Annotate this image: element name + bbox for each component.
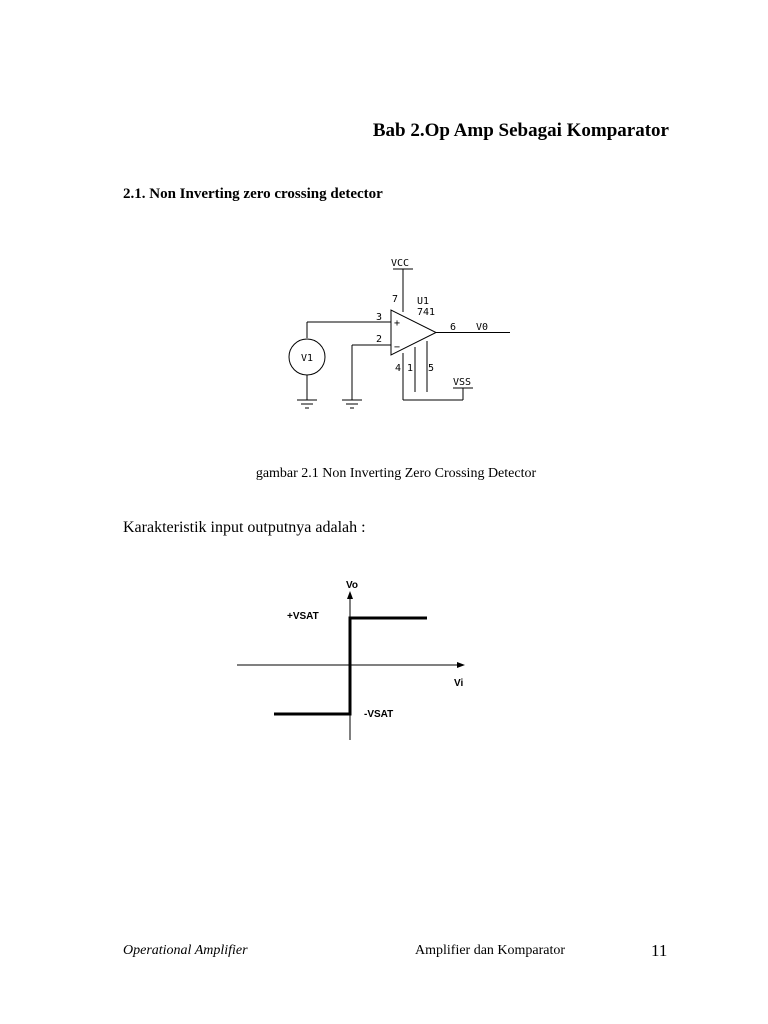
body-text: Karakteristik input outputnya adalah : — [123, 519, 366, 536]
footer-center: Amplifier dan Komparator — [415, 943, 566, 958]
transfer-characteristic-graph — [230, 575, 480, 745]
pin1-label: 1 — [407, 363, 414, 374]
transfer-curve — [274, 618, 427, 714]
section-heading: 2.1. Non Inverting zero crossing detector — [123, 186, 383, 202]
pin5-label: 5 — [428, 363, 435, 374]
pin4-label: 4 — [395, 363, 402, 374]
y-axis-label: Vo — [346, 580, 359, 591]
high-saturation-label: +VSAT — [287, 611, 319, 622]
chapter-title: Bab 2.Op Amp Sebagai Komparator — [372, 120, 669, 141]
source-label: V1 — [301, 353, 314, 364]
part-label: 741 — [417, 307, 436, 318]
page-number: 11 — [651, 941, 668, 960]
pin7-label: 7 — [392, 294, 399, 305]
plus-sign: + — [394, 318, 401, 329]
low-saturation-label: -VSAT — [364, 709, 394, 720]
vss-label: VSS — [453, 377, 472, 388]
vcc-label: VCC — [391, 258, 410, 269]
pin3-label: 3 — [376, 312, 383, 323]
x-axis-label: Vi — [454, 678, 464, 689]
figure-caption: gambar 2.1 Non Inverting Zero Crossing Detector — [255, 466, 537, 481]
output-label: V0 — [476, 322, 489, 333]
minus-sign: − — [394, 342, 401, 353]
footer-left: Operational Amplifier — [123, 943, 248, 958]
circuit-diagram — [270, 250, 520, 420]
pin6-label: 6 — [450, 322, 457, 333]
x-axis-arrow — [457, 662, 465, 668]
pin2-label: 2 — [376, 334, 383, 345]
u1-label: U1 — [417, 296, 430, 307]
y-axis-arrow — [347, 591, 353, 599]
